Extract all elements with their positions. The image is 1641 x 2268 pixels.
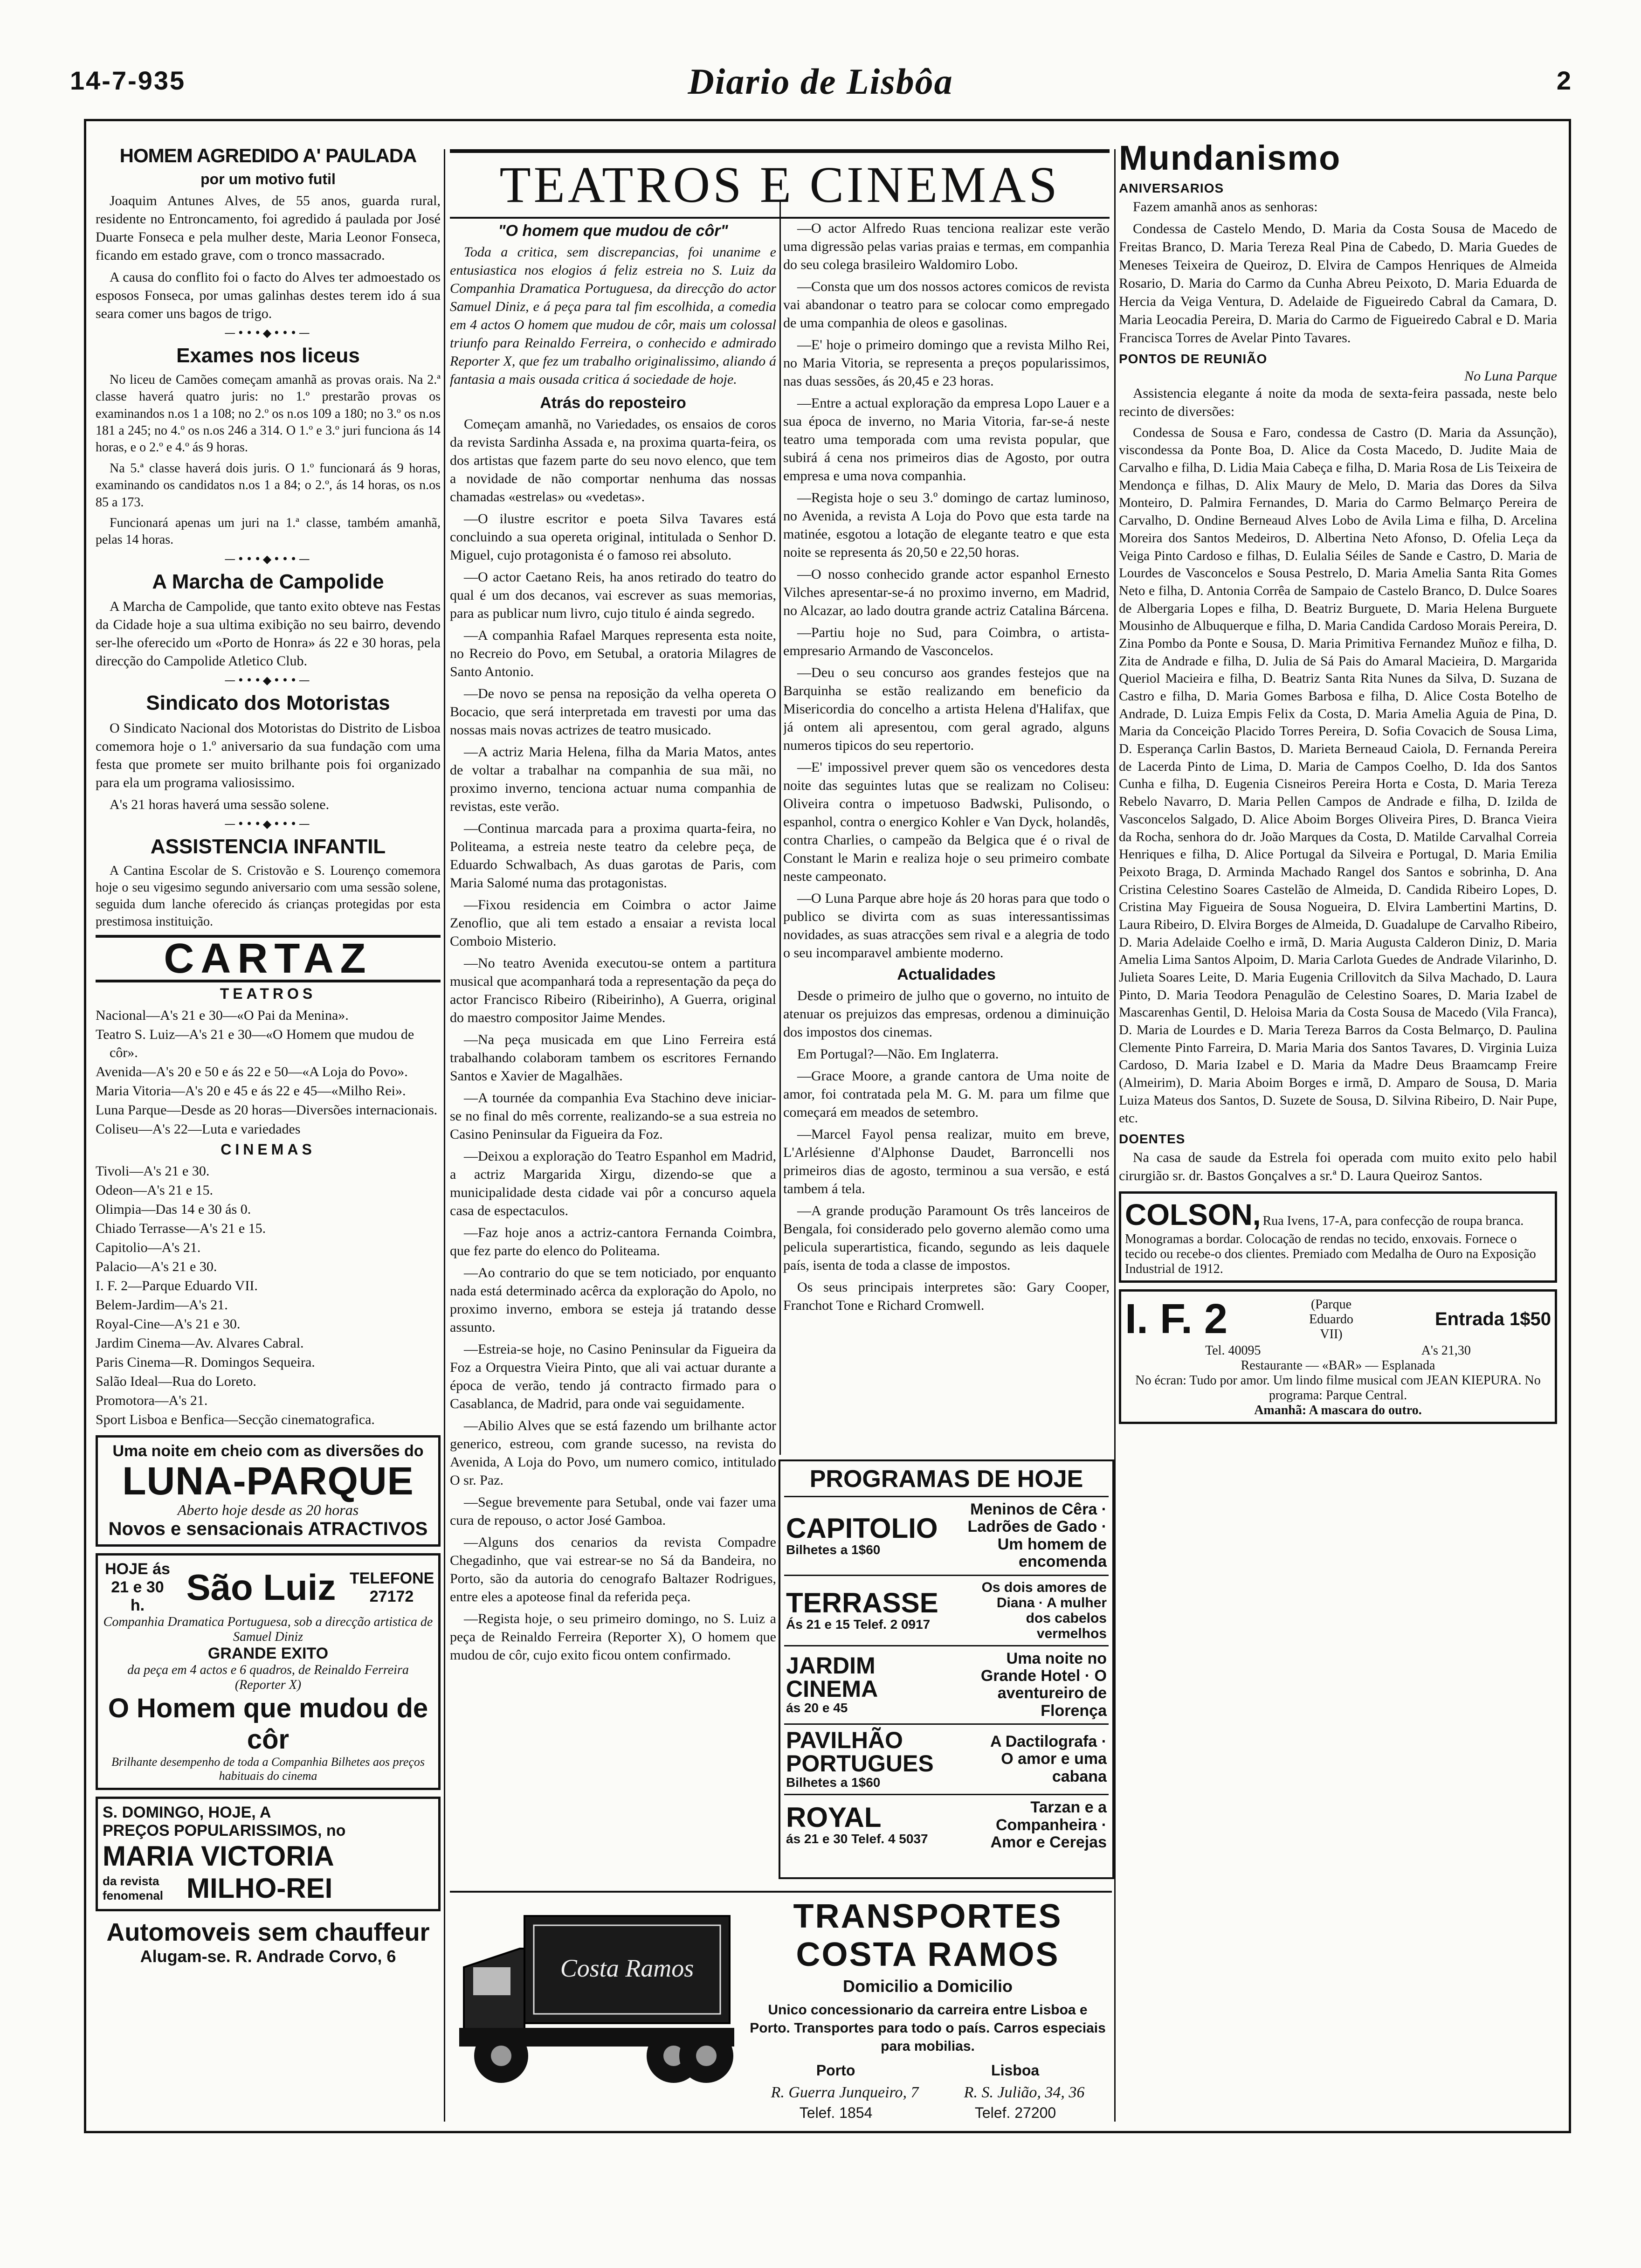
maria-victoria-ad: [96, 1797, 441, 1911]
listing-item: Coliseu—A's 22—Luta e variedades: [96, 1121, 301, 1137]
reposteiro-p: —O actor Caetano Reis, ha anos retirado do teatro do qual é um dos decanos, vai escrever as suas memorias, para as publicar num livro, cujo titulo é ainda segredo.: [450, 569, 776, 621]
separator-ornament: —•••◆•••—: [224, 552, 312, 566]
homem-paragraph: Toda a critica, sem discrepancias, foi unanime e entusiastica nos elogios á feliz estreia no S. Luiz da Companhia Dramatica Portuguesa, da direcção do actor Samuel Diniz, e á peça para tal fim escolhida, a comedia em 4 actos O homem que mudou de côr, mais um colossal triunfo para Reinaldo Ferreira, o conhecido e admirado Reporter X, que fez um trabalho originalissimo, aliando á fantasia a mais ousada critica á sociedade de hoje.: [450, 244, 776, 387]
mv-line1: S. DOMINGO, HOJE, A: [103, 1804, 271, 1822]
agredido-p1: Joaquim Antunes Alves, de 55 anos, guarda rural, residente no Entroncamento, foi agredido á paulada por José Duarte Fonseca e pela mulher deste, Maria Leonor Fonseca, ficando em estado grave, com o tronco massacrado.: [96, 193, 441, 263]
luna-ad-hours: Aberto hoje desde as 20 horas: [177, 1501, 359, 1519]
separator-ornament: —•••◆•••—: [224, 326, 312, 340]
program-row: [784, 1575, 1109, 1645]
mv-line2: PREÇOS POPULARISSIMOS, no: [103, 1822, 346, 1840]
agredido-headline: HOMEM AGREDIDO A' PAULADA: [119, 145, 417, 166]
exames-p2: Na 5.ª classe haverá dois juris. O 1.º funcionará ás 9 horas, examinando os candidatos n.os 1 a 84; o 2.º, ás 14 horas, os n.os 85 a 173.: [96, 461, 441, 510]
exames-p1: No liceu de Camões começam amanhã as provas orais. Na 2.ª classe haverá quatro juris: no 1.º prestarão provas os examinandos n.os 1 a 108; no 2.º os n.os 109 a 180; no 3.º os n.os 181 a 245; no 4.º os n.os 246 a 314. O 1.º e 3.º juri funciona ás 14 horas, e o 2.º e 4.º ás 9 horas.: [96, 372, 441, 455]
listing-item: Teatro S. Luiz—A's 21 e 30—«O Homem que mudou de côr».: [96, 1027, 414, 1061]
actualidades-headline: Actualidades: [897, 966, 996, 983]
if2-line3: Amanhã: A mascara do outro.: [1254, 1403, 1422, 1418]
cinemas-heading: CINEMAS: [221, 1141, 316, 1158]
truck-city-porto: Porto: [816, 2062, 855, 2079]
agredido-p2: A causa do conflito foi o facto do Alves ter admoestado os esposos Fonseca, por umas galinhas destes terem ido á sua seara comer uns bagos de trigo.: [96, 270, 441, 322]
auto-ad-title: Automoveis sem chauffeur: [106, 1918, 430, 1947]
actualidades-p: —Marcel Fayol pensa realizar, muito em breve, L'Arlésienne d'Alphonse Daudet, Barroncelli nos primeiros dias de agosto, terminou a sua versão, e está tambem á tela.: [783, 1127, 1110, 1196]
actualidades-p: —Grace Moore, a grande cantora de Uma noite de amor, foi contratada pela M. G. M. para um filme que começará em meados de setembro.: [783, 1068, 1110, 1120]
teatros-note: —Consta que um dos nossos actores comicos de revista vai abandonar o teatro para se colocar como empregado de uma companhia de oleos e gasolinas.: [783, 279, 1110, 331]
program-info: ás 21 e 30 Telef. 4 5037: [786, 1832, 928, 1846]
program-row: [784, 1794, 1109, 1855]
sao-luiz-footer: Brilhante desempenho de toda a Companhia Bilhetes aos preços habituais do cinema: [111, 1755, 425, 1783]
newspaper-title: Diario de Lisbôa: [688, 61, 953, 102]
sao-luiz-hoje: HOJE ás 21 e 30 h.: [105, 1560, 170, 1615]
listing-item: Tivoli—A's 21 e 30.: [96, 1163, 210, 1179]
actualidades-p: Em Portugal?—Não. Em Inglaterra.: [797, 1046, 999, 1062]
truck-illustration: [455, 1897, 744, 2112]
reposteiro-p: Começam amanhã, no Variedades, os ensaios de coros da revista Sardinha Assada e, na proxima quarta-feira, os dos artistas que fazem parte do seu novo elenco, que tem a novidade de não comportar nenhuma das nossas chamadas «estrelas» ou «vedetas».: [450, 416, 776, 505]
cinemas-listing: [96, 1162, 441, 1429]
actualidades-p: Desde o primeiro de julho que o governo, no intuito de atenuar os prejuizos das empresas, ordenou a diminuição dos impostos dos cinemas.: [783, 988, 1110, 1040]
luna-ad-name: LUNA-PARQUE: [122, 1459, 414, 1503]
teatros-note: —E' hoje o primeiro domingo que a revista Milho Rei, no Maria Vitoria, se representa a preços popularissimos, nas duas sessões, ás 20,45 e 23 horas.: [783, 337, 1110, 389]
truck-tel-lisboa: Telef. 27200: [974, 2104, 1056, 2121]
sindicato-headline: Sindicato dos Motoristas: [146, 691, 390, 715]
reposteiro-p: —Estreia-se hoje, no Casino Peninsular da Figueira da Foz a Orquestra Vieira Pinto, que ali vai actuar durante a época de verão, tendo já contracto firmado para o Casablanca, de Madrid, para onde vai seguidamente.: [450, 1341, 776, 1411]
doentes-heading: DOENTES: [1119, 1132, 1186, 1147]
teatros-section-header: [450, 149, 1110, 225]
actualidades-p: —A grande produção Paramount Os três lanceiros de Bengala, foi considerado pelo governo alemão como uma pelicula superartistica, ficando, segundo as leis daquele país, isenta de toda a classe de impostos.: [783, 1203, 1110, 1273]
listing-item: Royal-Cine—A's 21 e 30.: [96, 1316, 241, 1332]
if2-tel: Tel. 40095: [1205, 1343, 1261, 1358]
reposteiro-p: —A companhia Rafael Marques representa esta noite, no Recreio do Povo, em Setubal, a oratoria Milagres de Santo Antonio.: [450, 628, 776, 679]
listing-item: Avenida—A's 20 e 50 e ás 22 e 50—«A Loja do Povo».: [96, 1064, 408, 1080]
aniversarios-heading: ANIVERSARIOS: [1119, 180, 1224, 195]
colson-name: COLSON,: [1125, 1198, 1261, 1232]
reposteiro-p: —Ao contrario do que se tem noticiado, por enquanto nada está determinado acêrca da exploração do Apolo, no proximo inverno, embora se esteja já tratando desse assunto.: [450, 1265, 776, 1335]
if2-entry: Entrada 1$50: [1434, 1309, 1551, 1330]
sao-luiz-exito: GRANDE EXITO: [207, 1645, 329, 1663]
program-films: Tarzan e a Companheira · Amor e Cerejas: [990, 1798, 1107, 1851]
truck-brand-text: Costa Ramos: [560, 1954, 694, 1982]
sao-luiz-tel: TELEFONE 27172: [350, 1569, 434, 1605]
luna-parque-ad: [96, 1435, 441, 1547]
program-films: Os dois amores de Diana · A mulher dos cabelos vermelhos: [981, 1579, 1107, 1641]
mv-show: MILHO-REI: [186, 1873, 333, 1904]
if2-line1: Restaurante — «BAR» — Esplanada: [1241, 1358, 1435, 1373]
program-films: Uma noite no Grande Hotel · O aventureiro de Florença: [980, 1649, 1107, 1720]
listing-item: Palacio—A's 21 e 30.: [96, 1259, 217, 1275]
pontos-heading: PONTOS DE REUNIÃO: [1119, 351, 1268, 366]
cartaz-title: CARTAZ: [96, 935, 441, 982]
teatros-note: —Partiu hoje no Sud, para Coimbra, o artista-empresario Armando de Vasconcelos.: [783, 625, 1110, 658]
truck-ad-title: TRANSPORTES COSTA RAMOS: [793, 1898, 1062, 1973]
teatros-note: —Regista hoje o seu 3.º domingo de cartaz luminoso, no Avenida, a revista A Loja do Povo que esta tarde na matinée, esgotou a lotação de elegante teatro e que esta noite se representa ás 20,50 e 22,50 horas.: [783, 490, 1110, 560]
assistencia-headline: ASSISTENCIA INFANTIL: [150, 835, 386, 858]
reposteiro-p: —De novo se pensa na reposição da velha opereta O Bocacio, que será interpretada em travesti por uma das nossas mais novas actrizes de teatro musicado.: [450, 686, 776, 738]
teatros-note: —O nosso conhecido grande actor espanhol Ernesto Vilches apresentar-se-á no proximo inverno, em Madrid, no Alcazar, ao lado doutra grande actriz Catalina Bárcena.: [783, 567, 1110, 618]
teatros-note: —O Luna Parque abre hoje ás 20 horas para que todo o publico se divirta com as suas interessantissimas novidades, as suas atracções sem rival e a alegria de todo o seu incomparavel ambiente moderno.: [783, 891, 1110, 961]
luna-ad-attractions: Novos e sensacionais ATRACTIVOS: [108, 1519, 428, 1540]
sao-luiz-play-title: O Homem que mudou de côr: [108, 1693, 428, 1755]
page-number: 2: [1556, 66, 1571, 95]
truck-addr-lisboa: R. S. Julião, 34, 36: [964, 2084, 1085, 2101]
program-films: Meninos de Cêra · Ladrões de Gado · Um homem de encomenda: [967, 1500, 1107, 1571]
column-rule-1: [444, 149, 445, 2122]
teatros-listing: [96, 1006, 441, 1138]
program-info: Ás 21 e 15 Telef. 2 0917: [786, 1617, 931, 1632]
listing-item: Chiado Terrasse—A's 21 e 15.: [96, 1221, 266, 1237]
teatros-heading: TEATROS: [220, 985, 317, 1003]
reposteiro-headline: Atrás do reposteiro: [540, 394, 686, 412]
reposteiro-p: —A actriz Maria Helena, filha da Maria Matos, antes de voltar a trabalhar na companhia de sua mãi, no proximo inverno, tenciona actuar numa companhia de revistas, este verão.: [450, 744, 776, 814]
agredido-subhead: por um motivo futil: [200, 171, 336, 188]
teatros-note: —Entre a actual exploração da empresa Lopo Lauer e a sua época de inverno, no Maria Vitoria, far-se-á neste teatro uma temporada com uma revista popular, que subirá á cena nos primeiros dias de Agosto, por outra empresa e uma nova companhia.: [783, 395, 1110, 484]
marcha-p1: A Marcha de Campolide, que tanto exito obteve nas Festas da Cidade hoje a sua ultima exibição no seu bairro, devendo ser-lhe oferecido um «Porto de Honra» ás 22 e 30 horas, pela direcção do Campolide Atletico Club.: [96, 599, 441, 669]
truck-city-lisboa: Lisboa: [991, 2062, 1040, 2079]
mv-theatre: MARIA VICTORIA: [103, 1840, 334, 1872]
aniversarios-list: Condessa de Castelo Mendo, D. Maria da Costa Sousa de Macedo de Freitas Branco, D. Maria Tereza Real Pina de Cabedo, D. Maria Guedes de Meneses Teixeira de Queiroz, D. Elvira de Campos Henriques de Almeida Rosario, D. Maria do Carmo da Cunha Abreu Peixoto, D. Maria Eduarda de Hercia da Veiga Ventura, D. Adelaide de Figueiredo Cabral da Camara, D. Maria Leocadia Pereira, D. Maria do Carmo de Figueiredo Cabral e D. Maria Francisca Torres de Avelar Pinto Tavares.: [1119, 221, 1557, 346]
actualidades-p: Os seus principais interpretes são: Gary Cooper, Franchot Tone e Richard Cromwell.: [783, 1279, 1110, 1313]
sindicato-p1: O Sindicato Nacional dos Motoristas do Distrito de Lisboa comemora hoje o 1.º aniversario da sua fundação com uma festa que promete ser muito brilhante pois foi organizado para ela um programa valiosissimo.: [96, 720, 441, 790]
reposteiro-p: —Regista hoje, o seu primeiro domingo, no S. Luiz a peça de Reinaldo Ferreira (Reporter X), O homem que mudou de côr, cujo exito ficou ontem confirmado.: [450, 1611, 776, 1663]
listing-item: Olimpia—Das 14 e 30 ás 0.: [96, 1202, 251, 1217]
teatros-note: —E' impossivel prever quem são os vencedores desta noite das seguintes lutas que se realizam no Coliseu: Oliveira contra o impetuoso Badwski, Pulisondo, o espanhol, contra o energico Kohler e Van Dyck, holandês, contra Charlies, o campeão da Belgica que é o rival de Constant le Marin e realiza hoje o seu primeiro combate neste campeonato.: [783, 760, 1110, 884]
auto-ad-address: Alugam-se. R. Andrade Corvo, 6: [140, 1947, 396, 1966]
teatros-note: —O actor Alfredo Ruas tenciona realizar este verão uma digressão pelas varias praias e termas, em companhia do seu colega brasileiro Waldomiro Lobo.: [783, 221, 1110, 272]
column-left: [96, 140, 441, 2126]
masthead: [70, 61, 1571, 112]
listing-item: Sport Lisboa e Benfica—Secção cinematografica.: [96, 1412, 375, 1428]
reposteiro-p: —Faz hoje anos a actriz-cantora Fernanda Coimbra, que fez parte do elenco do Politeama.: [450, 1225, 776, 1258]
mundanismo-title: Mundanismo: [1119, 140, 1341, 177]
sao-luiz-name: São Luiz: [186, 1567, 336, 1608]
reposteiro-p: —Segue brevemente para Setubal, onde vai fazer uma cura de repouso, o actor José Gamboa.: [450, 1494, 776, 1528]
separator-ornament: —•••◆•••—: [224, 817, 312, 830]
listing-item: Salão Ideal—Rua do Loreto.: [96, 1374, 256, 1390]
colson-ad: [1119, 1191, 1557, 1283]
program-row: [784, 1645, 1109, 1724]
column-rule-2: [779, 201, 781, 1455]
program-venue: JARDIM CINEMA: [786, 1653, 878, 1702]
column-rule-3: [1114, 149, 1116, 2122]
pontos-p2: Condessa de Sousa e Faro, condessa de Castro (D. Maria da Assunção), viscondessa da Ponte Boa, D. Alice da Costa Macedo, D. Judite Maia de Carvalho e filha, D. Lidia Maia Cabeça e filha, D. Maria Rosa de Lis Teixeira de Mendonça e filhas, D. Alix Maury de Melo, D. Maria das Dores da Silva Monteiro, D. Palmira Fernandes, D. Maria do Carmo Belmarço Pereira de Carvalho, D. Ondine Berneaud Alves Lobo de Avila Lima e filha, D. Arcelina Moreira dos Santos Medeiros, D. Albertina Neto Afonso, D. Ofelia Leça da Veiga Pinto Cardoso e filhas, D. Eulalia Séiles de Sande e Castro, D. Maria de Lourdes de Vasconcelos e Sousa Pestrelo, D. Maria Amelia Santa Rita Gomes Neto e filha, D. Antonia Corrêa de Sampaio de Castelo Branco, D. Dulce Soares de Albergaria Lopes e filha, D. Beatriz Burguete, D. Maria Helena Burguete Mousinho de Albuquerque e filha, D. Maria Candida Cardoso Morais Pereira, D. Zina Pombo da Ponte e Sousa, D. Maria Primitiva Fernandez Muñoz e filha, D. Zita de Andrade e filha, D. Julia de Sá Pais do Amaral Macieira, D. Margarida Queriol Macieira e filha, D. Beatriz Santa Rita Nunes da Silva, D. Suzana de Castro e filha, D. Maria Gomes Barbosa e filha, D. Alice Costa Botelho de Andrade, D. Luiza Empis Felix da Costa, D. Maria Amelia Aguia de Pina, D. Maria da Conceição Placido Torres Pereira, D. Sofia Covacich de Sousa Lima, D. Esperança Carlin Bastos, D. Marieta Berneaud Caiola, D. Fernanda Pereira de Lacerda Pinto de Lima, D. Maria de Campos Coelho, D. Ida dos Santos Cunha e filha, D. Eugenia Cisneiros Pereira Horta e Costa, D. Maria Tereza Rebelo Navarro, D. Maria Pellen Campos de Andrade e filha, D. Izilda de Vasconcelos Salgado, D. Alice Aboim Borges Oliveira Pires, D. Branca Vieira da Rocha, senhora do dr. João Marques da Costa, D. Matilde Carvalhal Correia Henriques e filha, D. Alice Portugal da Silveira e Portugal, D. Maria Emilia Peixoto Braga, D. Arminda Machado Rangel dos Santos e sobrinha, D. Ana Cristina Celestino Soares Castelão de Almeida, D. Candida Ribeiro Lopes, D. Cristina May Figueira de Sousa Nogueira, D. Elvira Lambertini Martins, D. Laura Ribeiro, D. Elvira Borges de Almeida, D. Guadalupe de Carvalho Ribeiro, D. Maria Adelaide Coelho e irmã, D. Maria Augusta Calderon Diniz, D. Maria Amelia Lima Santos Alpoim, D. Maria Carlota Guedes de Andrade Vilarinho, D. Julieta Soares Leite, D. Maria Eugenia Crillovitch da Silva Machado, D. Laura Pinto, D. Maria Teodora Penagulão de Celestino Soares, D. Maria Izabel de Mascarenhas Gentil, D. Heloisa Maria da Costa Sousa de Macedo (Vila Franca), D. Maria de Lourdes e D. Maria Tereza Barros da Costa Belmarço, D. Paulina Clemente Pinto Farreira, D. Maria Maria dos Santos Tavares, D. Virginia Luiza Cardoso, D. Maria Izabel e D. Maria da Madre Deus Braamcamp Freire (Almeirim), D. Maria Aboim Borges e irmã, D. Amparo de Sousa, D. Maria Luiza Mateus dos Santos, D. Suzete de Sousa, D. Silvina Ribeiro, D. Nair Pupe, etc.: [1119, 425, 1557, 1126]
exames-p3: Funcionará apenas um juri na 1.ª classe, também amanhã, pelas 14 horas.: [96, 516, 441, 547]
column-teatros-2: [783, 219, 1110, 1455]
reposteiro-p: —Deixou a exploração do Teatro Espanhol em Madrid, a actriz Margarida Xirgu, dizendo-se que a municipalidade desta cidade vai pôr a concurso aquela casa de espectaculos.: [450, 1148, 776, 1218]
reposteiro-p: —No teatro Avenida executou-se ontem a partitura musical que acompanhará toda a representação da peça do actor Francisco Ribeiro (Ribeirinho), A Guerra, original do maestro compositor Jaime Mendes.: [450, 955, 776, 1025]
truck-ad-sub: Domicilio a Domicilio: [842, 1977, 1013, 1996]
teatros-title: TEATROS E CINEMAS: [450, 149, 1110, 219]
sao-luiz-play-info: da peça em 4 actos e 6 quadros, de Reinaldo Ferreira (Reporter X): [127, 1663, 409, 1693]
sao-luiz-ad: [96, 1553, 441, 1790]
reposteiro-p: —Continua marcada para a proxima quarta-feira, no Politeama, a estreia neste teatro da celebre peça, de Eduardo Schwalbach, As duas garotas de Paris, com Maria Salomé numa das protagonistas.: [450, 821, 776, 891]
colson-text: Rua Ivens, 17-A, para confecção de roupa branca. Monogramas a bordar. Colocação de rendas no tecido, enxovais. Fornece o tecido ou recebe-o dos clientes. Premiado com Medalha de Ouro na Exposição Industrial de 1912.: [1125, 1214, 1536, 1277]
truck-ad-body: Unico concessionario da carreira entre Lisboa e Porto. Transportes para todo o país. Carros especiais para mobilias.: [750, 2002, 1106, 2054]
aniversarios-intro: Fazem amanhã anos as senhoras:: [1133, 199, 1318, 214]
issue-date: 14-7-935: [70, 66, 186, 95]
reposteiro-p: —Na peça musicada em que Lino Ferreira está trabalhando colaboram tambem os escritores Fernando Santos e Xavier de Magalhães.: [450, 1032, 776, 1084]
if2-name: I. F. 2: [1125, 1296, 1228, 1343]
program-films: A Dactilografa · O amor e uma cabana: [990, 1733, 1107, 1785]
listing-item: Jardim Cinema—Av. Alvares Cabral.: [96, 1335, 304, 1351]
listing-item: Nacional—A's 21 e 30—«O Pai da Menina».: [96, 1008, 349, 1023]
program-info: Bilhetes a 1$60: [786, 1775, 881, 1790]
listing-item: Luna Parque—Desde as 20 horas—Diversões internacionais.: [96, 1102, 438, 1118]
programas-title: PROGRAMAS DE HOJE: [809, 1466, 1083, 1493]
marcha-headline: A Marcha de Campolide: [152, 570, 384, 593]
homem-headline: "O homem que mudou de côr": [498, 222, 728, 240]
luna-parque-subhead: No Luna Parque: [1464, 368, 1557, 384]
luna-ad-line1: Uma noite em cheio com as diversões do: [112, 1442, 424, 1460]
reposteiro-p: —Alguns dos cenarios da revista Compadre Chegadinho, que vai estrear-se no Sá da Bandeira, no Porto, são da autoria do cenografo Baltazer Rodrigues, entre eles a apoteose final da referida peça.: [450, 1535, 776, 1604]
listing-item: Maria Vitoria—A's 20 e 45 e ás 22 e 45—«Milho Rei».: [96, 1083, 406, 1099]
if2-ad: [1119, 1289, 1557, 1424]
sao-luiz-company: Companhia Dramatica Portuguesa, sob a direcção artistica de Samuel Diniz: [103, 1615, 433, 1645]
if2-park: (Parque Eduardo VII): [1309, 1297, 1353, 1341]
listing-item: Promotora—A's 21.: [96, 1393, 208, 1409]
listing-item: I. F. 2—Parque Eduardo VII.: [96, 1278, 258, 1294]
sindicato-p2: A's 21 horas haverá uma sessão solene.: [110, 796, 330, 812]
if2-line2: No écran: Tudo por amor. Um lindo filme musical com JEAN KIEPURA. No programa: Parque Central.: [1135, 1373, 1541, 1403]
listing-item: Paris Cinema—R. Domingos Sequeira.: [96, 1355, 315, 1370]
column-teatros-1: [450, 219, 776, 1884]
if2-time: A's 21,30: [1421, 1343, 1471, 1358]
listing-item: Belem-Jardim—A's 21.: [96, 1297, 228, 1313]
exames-headline: Exames nos liceus: [176, 344, 360, 367]
truck-ad-text: [748, 1897, 1107, 2122]
truck-tel-porto: Telef. 1854: [799, 2104, 873, 2121]
programas-box: [779, 1459, 1114, 1879]
truck-addr-porto: R. Guerra Junqueiro, 7: [771, 2084, 919, 2101]
column-mundanismo: [1119, 140, 1557, 2126]
doentes-p: Na casa de saude da Estrela foi operada com muito exito pelo habil cirurgião sr. dr. Bastos Gonçalves a sr.ª D. Laura Queiroz Santos.: [1119, 1150, 1557, 1184]
assistencia-p1: A Cantina Escolar de S. Cristovão e S. Lourenço comemora hoje o seu vigesimo segundo aniversario com uma sessão solene, seguida dum lanche oferecido ás crianças protegidas por esta prestimosa instituição.: [96, 863, 441, 929]
separator-ornament: —•••◆•••—: [224, 674, 312, 687]
reposteiro-p: —O ilustre escritor e poeta Silva Tavares está concluindo a sua opereta original, intitulada o Senhor D. Miguel, cujo protagonista é o famoso rei absoluto.: [450, 511, 776, 563]
program-row: [784, 1723, 1109, 1794]
mv-revista: da revista fenomenal: [103, 1874, 164, 1902]
listing-item: Capitolio—A's 21.: [96, 1240, 201, 1256]
costa-ramos-ad: [450, 1891, 1112, 2121]
program-venue: CAPITOLIO: [786, 1512, 938, 1544]
program-info: ás 20 e 45: [786, 1701, 848, 1715]
program-venue: TERRASSE: [786, 1587, 938, 1618]
reposteiro-p: —Fixou residencia em Coimbra o actor Jaime Zenoflio, que ali tem estado a ensaiar a revista local Comboio Misterio.: [450, 897, 776, 949]
reposteiro-p: —A tournée da companhia Eva Stachino deve iniciar-se no final do mês corrente, realizando-se a sua estreia no Casino Peninsular da Figueira da Foz.: [450, 1090, 776, 1142]
program-venue: PAVILHÃO PORTUGUES: [786, 1727, 934, 1777]
listing-item: Odeon—A's 21 e 15.: [96, 1182, 214, 1198]
program-info: Bilhetes a 1$60: [786, 1542, 881, 1557]
pontos-p1: Assistencia elegante á noite da moda de sexta-feira passada, neste belo recinto de diversões:: [1119, 385, 1557, 419]
reposteiro-p: —Abilio Alves que se está fazendo um brilhante actor generico, estreou, com grande sucesso, na revista do Avenida, A Loja do Povo, um numero comico, intitulado O sr. Paz.: [450, 1418, 776, 1488]
teatros-note: —Deu o seu concurso aos grandes festejos que na Barquinha se estão realizando em beneficio da Misericordia do concelho a artista Helena d'Halifax, que já ontem ali apresentou, com geral agrado, alguns numeros tipicos do seu repertorio.: [783, 665, 1110, 753]
program-row: [784, 1496, 1109, 1575]
program-venue: ROYAL: [786, 1802, 882, 1833]
